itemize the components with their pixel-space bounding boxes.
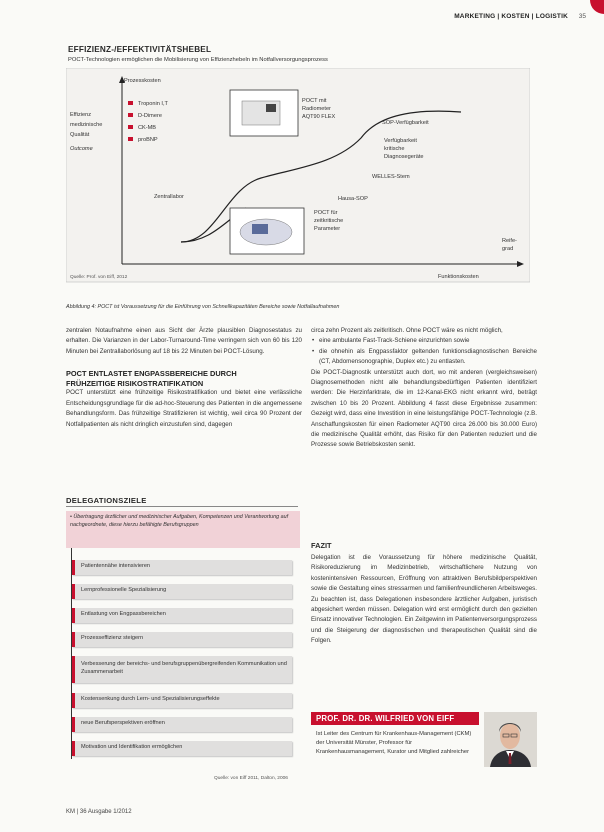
- section-heading-line-2: FRÜHZEITIGE RISIKOSTRATIFIKATION: [66, 378, 204, 388]
- box-bottom-text: POCT für zeitkritische Parameter: [314, 210, 344, 232]
- author-name: PROF. DR. DR. WILFRIED VON EIFF: [316, 714, 455, 723]
- left-paragraph-1: zentralen Notaufnahme einen aus Sicht der Ärzte plausiblen Diagnosestatus zu erhalten. Die Varianzen in der Labor-Turnaround-Time verringern sich von 60 bis 120 Minuten bei Zentrallaborlösung auf 18 bis 22 Minuten bei POCT-Lösung.: [66, 327, 302, 355]
- fazit-heading: FAZIT: [311, 541, 332, 550]
- section-heading-line-1: POCT ENTLASTET ENGPASSBEREICHE DURCH: [66, 369, 237, 379]
- svg-text:D-Dimere: D-Dimere: [138, 113, 162, 119]
- delegation-intro: • Übertragung ärztlicher und medizinischer Aufgaben, Kompetenzen und Verantwortung auf nachgeordnete, diese hierzu befähigte Berufsgruppen: [66, 511, 300, 548]
- curve-label-sop: SOP-Verfügbarkeit: [382, 120, 429, 126]
- bullet-item: • die ohnehin als Engpassfaktor geltenden funktionsdiagnostischen Bereiche (CT, Abdomensonographie, Duplex etc.) zu entlasten.: [311, 347, 537, 368]
- curve-label-hausa: Hausa-SOP: [338, 196, 368, 202]
- delegation-goal: Entlastung von Engpassbereichen: [72, 608, 292, 623]
- portrait-image: [484, 712, 537, 767]
- legend-marker: [128, 125, 133, 129]
- figure-diagram: [66, 68, 530, 314]
- right-paragraph-1: circa zehn Prozent als zeitkritisch. Ohne POCT wäre es nicht möglich,: [311, 327, 503, 334]
- figure-subtitle: POCT-Technologien ermöglichen die Mobilisierung von Effizienzhebeln im Notfallversorgungsprozess: [68, 57, 328, 63]
- efficiency-figure: [66, 68, 530, 314]
- poct-device-panel-icon: [252, 224, 268, 234]
- right-paragraph-2: Die POCT-Diagnostik unterstützt auch dort, wo mit anderen (vergleichsweisen) Diagnosemethoden nicht alle behandlungsbedürftigen Patienten identifiziert werden: Die Herzinfarktrate, die im 12-Kanal-EKG nicht erkannt wird, beträgt zwischen 10 bis 20 Prozent. Abbildung 4 fasst diese Ergebnisse zusammen: Gezeigt wird, dass eine Investition in eine leistungsfähige POCT-Technologie (z.B. Anschaffungskosten für einen Radiometer AQT90 circa 26.000 bis 30.000 Euro) die medizinische Qualität erhöht, das Risiko für den Patienten reduziert und die Prozesse sowie Betriebskosten senkt.: [311, 368, 537, 449]
- curve-label-welles: WELLES-Stem: [372, 174, 410, 180]
- y-axis-label: Prozesskosten: [124, 78, 161, 84]
- delegation-goal: Lernprofessionelle Spezialisierung: [72, 584, 292, 599]
- figure-source: Quelle: Prof. von Eiff, 2012: [70, 275, 128, 280]
- figure-caption: Abbildung 4: POCT ist Voraussetzung für die Einführung von Schnellkapazitäten Bereiche sowie Notfallaufnahmen: [66, 304, 340, 310]
- delegation-goal: neue Berufsperspektiven eröffnen: [72, 717, 292, 732]
- corner-accent: [590, 0, 604, 14]
- legend-marker: [128, 113, 133, 117]
- delegation-title: DELEGATIONSZIELE: [66, 496, 147, 505]
- right-column: [311, 326, 537, 451]
- right-bullet-list: [311, 336, 537, 367]
- curve-label-zentrallabor: Zentrallabor: [154, 194, 184, 200]
- delegation-goal: Kostensenkung durch Lern- und Spezialisierungseffekte: [72, 693, 292, 708]
- box-top-text: POCT mit Radiometer AQT90 FLEX: [302, 98, 336, 120]
- delegation-goal: Motivation und Identifikation ermöglichen: [72, 741, 292, 756]
- running-header: MARKETING | KOSTEN | LOGISTIK: [454, 13, 568, 20]
- delegation-rule: [66, 506, 298, 507]
- delegation-source: Quelle: von Eiff 2011, Dalton, 2006: [214, 776, 288, 781]
- svg-text:Troponin I,T: Troponin I,T: [138, 101, 168, 107]
- left-paragraph-2: POCT unterstützt eine frühzeitige Risikostratifikation und bietet eine verlässliche Entscheidungsgrundlage für die ad-hoc-Steuerung des Patienten in die angemessene Behandlungsform. Das frühzeitige Stratifizieren ist wichtig, weil circa 90 Prozent der Notfallpatienten als nicht dringlich einzustufen sind, dagegen: [66, 389, 302, 428]
- bullet-item: • eine ambulante Fast-Track-Schiene einzurichten sowie: [311, 336, 537, 346]
- x-right-label: Reife- grad: [502, 238, 517, 252]
- delegation-goal: Verbesserung der bereichs- und berufsgruppenübergreifenden Kommunikation und Zusammenarbeit: [72, 656, 292, 683]
- x-axis-label: Funktionskosten: [438, 274, 479, 280]
- delegation-goal: Prozesseffizienz steigern: [72, 632, 292, 647]
- analyzer-screen-icon: [266, 104, 276, 112]
- figure-title: EFFIZIENZ-/EFFEKTIVITÄTSHEBEL: [68, 45, 212, 54]
- svg-text:CK-MB: CK-MB: [138, 125, 157, 131]
- legend-marker: [128, 137, 133, 141]
- delegation-goal: Patientennähe intensivieren: [72, 560, 292, 575]
- left-labels: Effizienz medizinische Qualität Outcome: [70, 112, 103, 152]
- fazit-text: Delegation ist die Voraussetzung für höhere medizinische Qualität, Risikoreduzierung im Medizinbetrieb, wirtschaftlichere Nutzung von kostenintensiven Ressourcen, Eröffnung von attraktiven Berufsbildperspektiven sowie die Gestaltung eines stressarmen und familienfreundlicheren Arbeitsweges. Zu beachten ist, dass Delegationen insbesondere ärztlicher Aufgaben, juristisch abgesichert werden müssen. Delegation wird erst ermöglicht durch den gezielten Einsatz innovativer Technologien. Ein Zeitgewinn im Patientenversorgungsprozess und die Steigerung der diagnostischen und therapeutischen Qualität sind die Folgen.: [311, 554, 537, 645]
- legend-marker: [128, 101, 133, 105]
- left-column: [66, 326, 302, 430]
- curve-label-verfuegbarkeit: Verfügbarkeit kritische Diagnosegeräte: [384, 138, 424, 160]
- svg-text:proBNP: proBNP: [138, 137, 158, 143]
- author-portrait: [484, 712, 537, 767]
- author-bio: Ist Leiter des Centrum für Krankenhaus-Management (CKM) der Universität Münster, Professor für Krankenhausmanagement, Kurator und Mitglied zahlreicher: [316, 731, 472, 756]
- page-number: 35: [578, 13, 586, 20]
- page-footer: KM | 36 Ausgabe 1/2012: [66, 809, 132, 815]
